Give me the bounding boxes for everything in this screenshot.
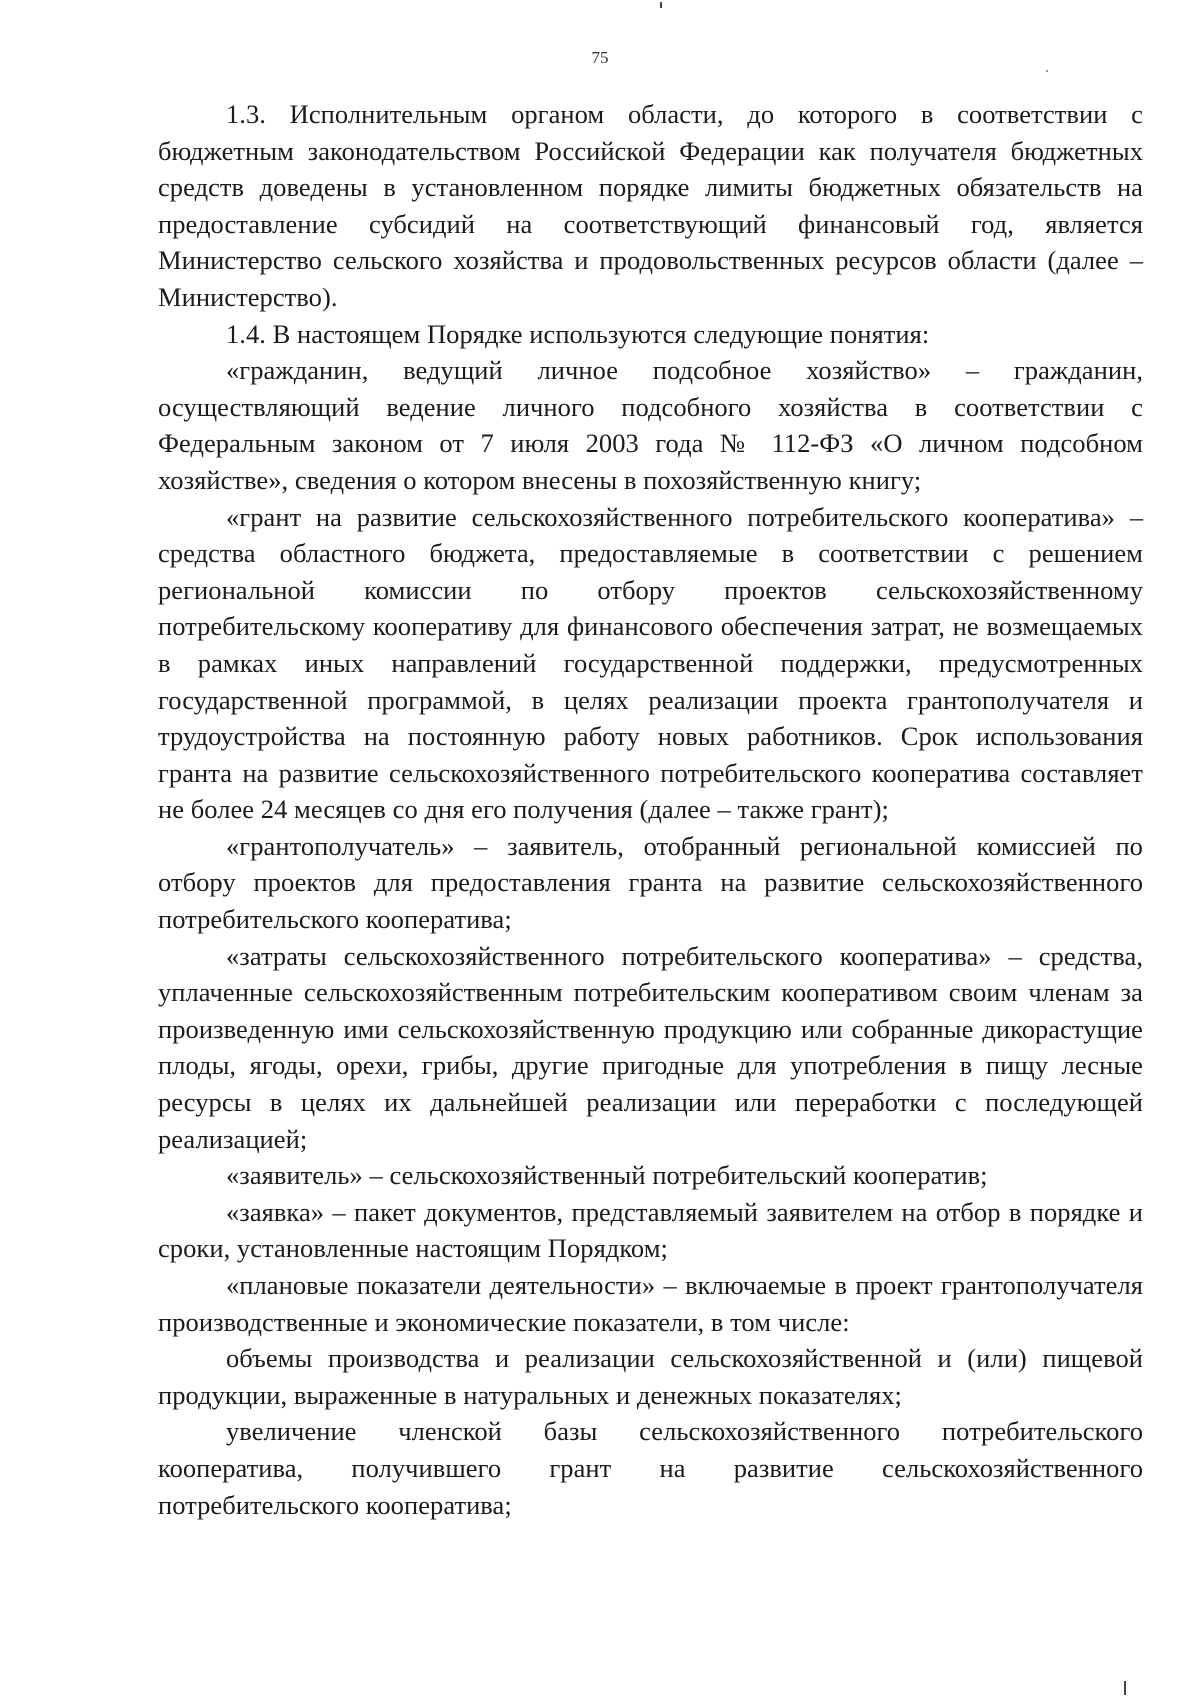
page-number: 75: [591, 48, 609, 67]
scan-speck: [1046, 70, 1048, 72]
paragraph-1-3: 1.3. Исполнительным органом области, до которого в соответствии с бюджетным законодательством Российской Федерации как получателя бюджетных средств доведены в установленном порядке лимиты бюджетных обязательств на предоставление субсидий на соответствующий финансовый год, является Министерство сельского хозяйства и продовольственных ресурсов области (далее – Министерство).: [158, 99, 1143, 312]
definition-planned-indicators: «плановые показатели деятельности» – включаемые в проект грантополучателя производственные и экономические показатели, в том числе:: [158, 1270, 1143, 1337]
definition-grant: «грант на развитие сельскохозяйственного потребительского кооператива» – средства областного бюджета, предоставляемые в соответствии с решением региональной комиссии по отбору проектов сельскохозяйственному потребительскому кооперативу для финансового обеспечения затрат, не возмещаемых в рамках иных направлений государственной поддержки, предусмотренных государственной программой, в целях реализации проекта грантополучателя и трудоустройства на постоянную работу новых работников. Срок использования гранта на развитие сельскохозяйственного потребительского кооператива составляет не более 24 месяцев со дня его получения (далее – также грант);: [158, 501, 1143, 825]
indicator-production-volumes: объемы производства и реализации сельскохозяйственной и (или) пищевой продукции, выраженные в натуральных и денежных показателях;: [158, 1343, 1143, 1410]
definition-grant-recipient: «грантополучатель» – заявитель, отобранный региональной комиссией по отбору проектов для предоставления гранта на развитие сельскохозяйственного потребительского кооператива;: [158, 830, 1143, 935]
paragraph-1-4: 1.4. В настоящем Порядке используются следующие понятия:: [226, 318, 930, 349]
scan-speck: [1124, 1681, 1126, 1695]
indicator-membership-growth: увеличение членской базы сельскохозяйственного потребительского кооператива, получившего грант на развитие сельскохозяйственного потребительского кооператива;: [158, 1416, 1143, 1520]
document-body: [158, 96, 1143, 1523]
scan-speck: [660, 2, 662, 8]
definition-citizen-household: «гражданин, ведущий личное подсобное хозяйство» – гражданин, осуществляющий ведение личного подсобного хозяйства в соответствии с Федеральным законом от 7 июля 2003 года № 112-ФЗ «О личном подсобном хозяйстве», сведения о котором внесены в похозяйственную книгу;: [158, 355, 1143, 495]
definition-applicant: «заявитель» – сельскохозяйственный потребительский кооператив;: [226, 1160, 988, 1191]
definition-application: «заявка» – пакет документов, представляемый заявителем на отбор в порядке и сроки, установленные настоящим Порядком;: [158, 1196, 1143, 1264]
definition-cooperative-costs: «затраты сельскохозяйственного потребительского кооператива» – средства, уплаченные сельскохозяйственным потребительским кооперативом своим членам за произведенную ими сельскохозяйственную продукцию или собранные дикорастущие плоды, ягоды, орехи, грибы, другие пригодные для употребления в пищу лесные ресурсы в целях их дальнейшей реализации или переработки с последующей реализацией;: [158, 940, 1143, 1154]
